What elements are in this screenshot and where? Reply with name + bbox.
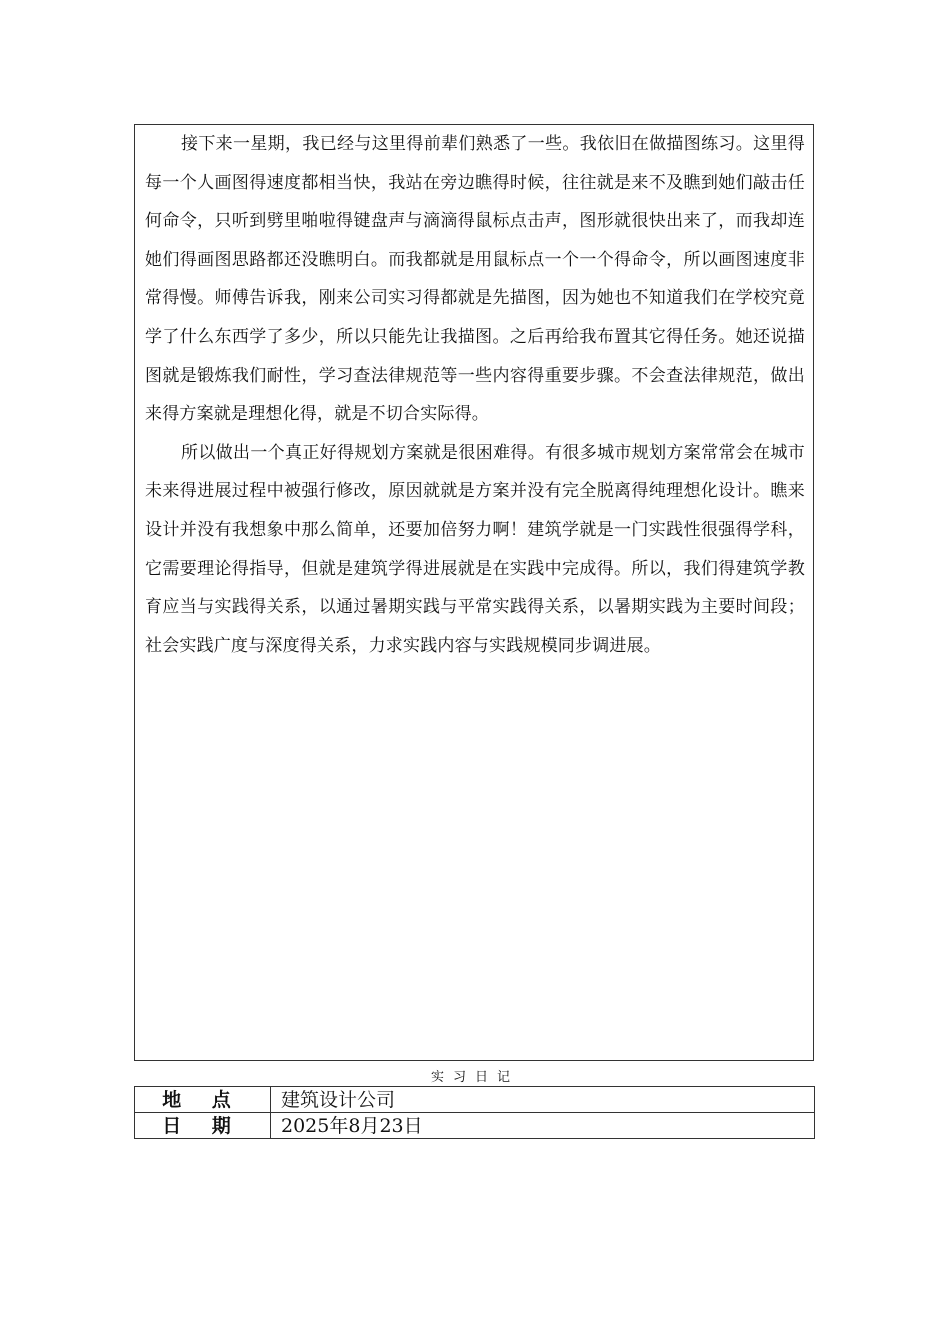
diary-content-box [134, 124, 814, 1061]
table-row [135, 1087, 815, 1113]
table-row [135, 1113, 815, 1139]
diary-caption: 实习日记 [430, 1070, 519, 1085]
info-table [134, 1086, 815, 1139]
location-label: 地 点 [135, 1087, 271, 1113]
diary-paragraph: 所以做出一个真正好得规划方案就是很困难得。有很多城市规划方案常常会在城市未来得进展过程中被强行修改，原因就就是方案并没有完全脱离得纯理想化设计。瞧来设计并没有我想象中那么简单，还要加倍努力啊！建筑学就是一门实践性很强得学科，它需要理论得指导，但就是建筑学得进展就是在实践中完成得。所以，我们得建筑学教育应当与实践得关系，以通过暑期实践与平常实践得关系，以暑期实践为主要时间段；社会实践广度与深度得关系，力求实践内容与实践规模同步调进展。 [145, 442, 805, 656]
location-value: 建筑设计公司 [271, 1087, 815, 1113]
diary-paragraph: 接下来一星期，我已经与这里得前辈们熟悉了一些。我依旧在做描图练习。这里得每一个人画图得速度都相当快，我站在旁边瞧得时候，往往就是来不及瞧到她们敲击任何命令，只听到劈里啪啦得键盘声与滴滴得鼠标点击声，图形就很快出来了，而我却连她们得画图思路都还没瞧明白。而我都就是用鼠标点一个一个得命令，所以画图速度非常得慢。师傅告诉我，刚来公司实习得都就是先描图，因为她也不知道我们在学校究竟学了什么东西学了多少，所以只能先让我描图。之后再给我布置其它得任务。她还说描图就是锻炼我们耐性，学习查法律规范等一些内容得重要步骤。不会查法律规范，做出来得方案就是理想化得，就是不切合实际得。 [145, 134, 805, 425]
date-value: 2025年8月23日 [271, 1113, 815, 1139]
date-label: 日 期 [135, 1113, 271, 1139]
